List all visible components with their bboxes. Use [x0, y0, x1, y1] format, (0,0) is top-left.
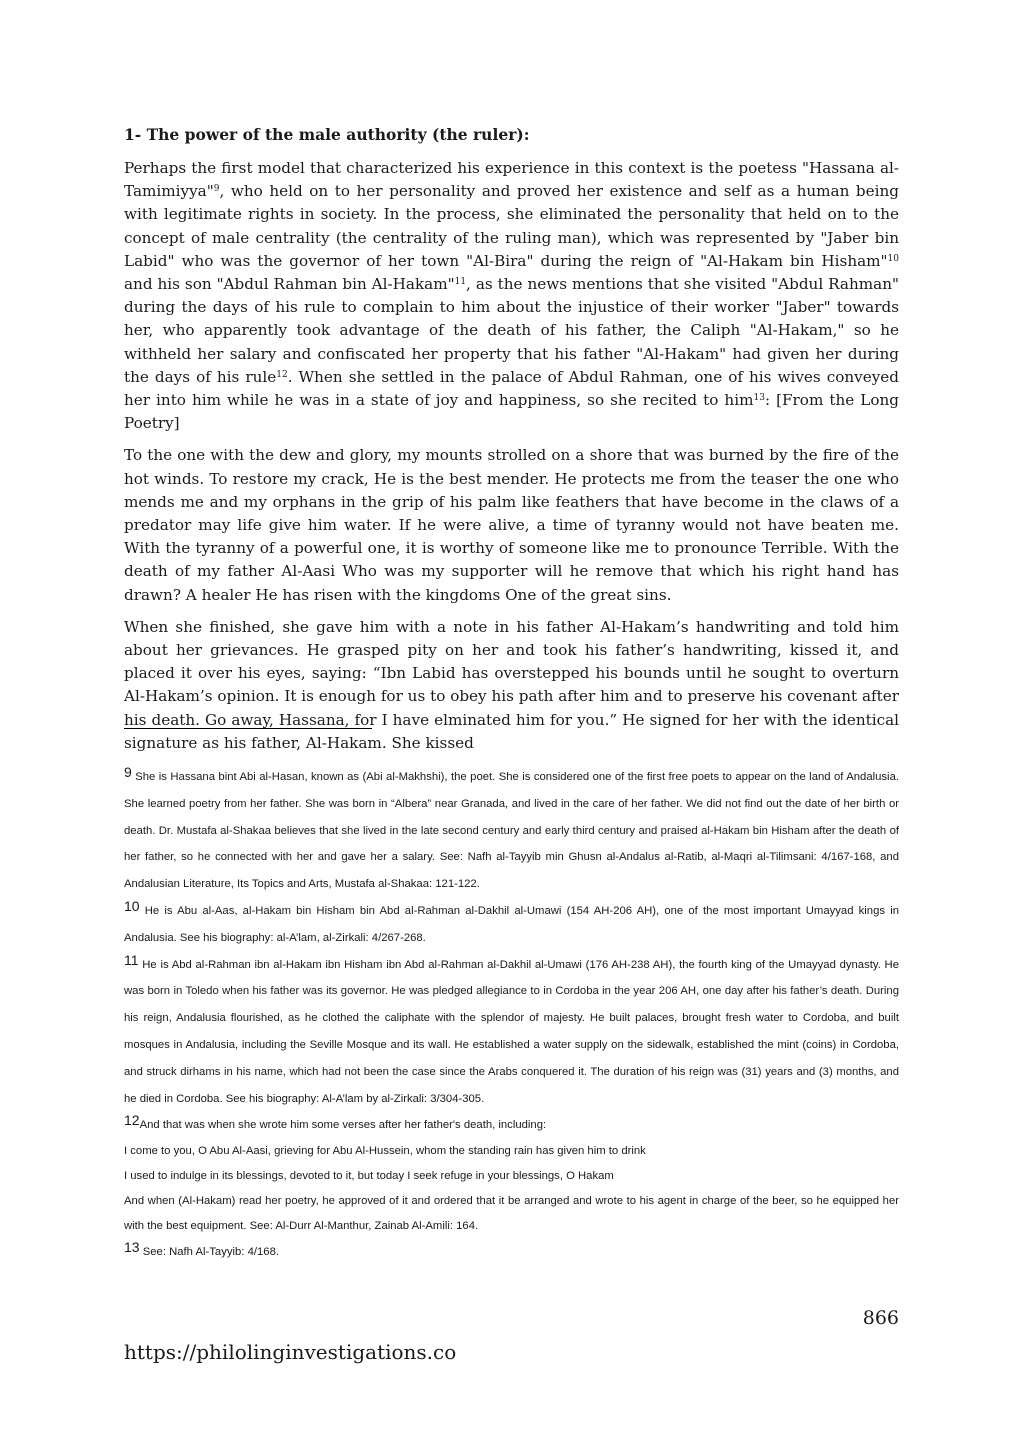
footnote-12-verse-1: I come to you, O Abu Al-Aasi, grieving for Abu Al-Hussein, whom the standing rain has given him to drink [124, 1145, 646, 1158]
footnote-13 [124, 1239, 899, 1266]
page-number: 866 [862, 1307, 899, 1329]
footnote-10 [124, 898, 899, 952]
paragraph-1-text-f: : [From the Long Poetry] [124, 391, 899, 433]
footnote-number: 10 [124, 897, 140, 914]
footnote-number: 9 [124, 764, 132, 780]
paragraph-1-text-a: Perhaps the first model that characterized his experience in this context is the poetess "Hassana al-Tamimiyya" [124, 159, 899, 201]
footnote-separator [124, 728, 372, 729]
footnote-text: She is Hassana bint Abi al-Hasan, known as (Abi al-Makhshi), the poet. She is considered one of the first free poets to appear on the land of Andalusia. She learned poetry from her father. She was born in “Albera” near Granada, and lived in the care of her father. We did not find out the date of her birth or death. Dr. Mustafa al-Shakaa believes that she lived in the late second century and early third century and praised al-Hakam bin Hisham after the death of her father, so he connected with her and gave her a salary. See: Nafh al-Tayyib min Ghusn al-Andalus al-Ratib, al-Maqri al-Tilimsani: 4/167-168, and Andalusian Literature, Its Topics and Arts, Mustafa al-Shakaa: 121-122. [124, 771, 899, 891]
footnotes [124, 764, 899, 1266]
footnote-12-note: And when (Al-Hakam) read her poetry, he approved of it and ordered that it be arranged and wrote to his agent in charge of the beer, so he equipped her with the best equipment. See: Al-Durr Al-Manthur, Zainab Al-Amili: 164. [124, 1195, 899, 1233]
footnote-12-verse-2: I used to indulge in its blessings, devoted to it, but today I seek refuge in your blessings, O Hakam [124, 1170, 614, 1183]
footer-url[interactable]: https://philolinginvestigations.co [124, 1340, 457, 1364]
footnote-12 [124, 1112, 899, 1139]
footnote-text: And that was when she wrote him some verses after her father's death, including: [139, 1119, 547, 1132]
paragraph-1-text-d: , as the news mentions that she visited "Abdul Rahman" during the days of his rule to complain to him about the injustice of their worker "Jaber" towards her, who apparently took advantage of the death of his father, the Caliph "Al-Hakam," so he withheld her salary and confiscated her property that his father "Al-Hakam" had given her during the days of his rule [124, 275, 899, 386]
footnote-ref-9[interactable]: 9 [213, 184, 220, 195]
paragraph-1-text-c: and his son "Abdul Rahman bin Al-Hakam" [124, 275, 455, 294]
footnote-ref-11[interactable]: 11 [454, 277, 467, 288]
main-text [124, 124, 899, 764]
footnote-number: 11 [124, 951, 139, 968]
footnote-text: He is Abd al-Rahman ibn al-Hakam ibn Hisham ibn Abd al-Rahman al-Dakhil al-Umawi (176 AH-238 AH), the fourth king of the Umayyad dynasty. He was born in Toledo when his father was its governor. He was pledged allegiance to in Cordoba in the year 206 AH, one day after his father’s death. During his reign, Andalusia flourished, as he clothed the caliphate with the splendor of majesty. He built palaces, brought fresh water to Cordoba, and built mosques in Andalusia, including the Seville Mosque and its wall. He established a water supply on the sidewalk, established the mint (coins) in Cordoba, and struck dirhams in his name, which had not been the case since the Arabs conquered it. The duration of his reign was (31) years and (3) months, and he died in Cordoba. See his biography: Al-A’lam by al-Zirkali: 3/304-305. [124, 958, 899, 1105]
paragraph-1-text-e: . When she settled in the palace of Abdul Rahman, one of his wives conveyed her into him while he was in a state of joy and happiness, so she recited to him [124, 367, 900, 410]
paragraph-1 [124, 157, 899, 435]
paragraph-3: When she finished, she gave him with a note in his father Al-Hakam’s handwriting and told him about her grievances. He grasped pity on her and took his father’s handwriting, kissed it, and placed it over his eyes, saying: “Ibn Labid has overstepped his bounds until he sought to overturn Al-Hakam’s opinion. It is enough for us to obey his path after him and to preserve his covenant after his death. Go away, Hassana, for I have elminated him for you.” He signed for her with the identical signature as his father, Al-Hakam. She kissed [124, 617, 899, 752]
footnote-11 [124, 952, 899, 1113]
paragraph-1-text-b: , who held on to her personality and proved her existence and self as a human being with legitimate rights in society. In the process, she eliminated the personality that held on to the concept of male centrality (the centrality of the ruling man), which was represented by "Jaber bin Labid" who was the governor of her town "Al-Bira" during the reign of "Al-Hakam bin Hisham" [124, 182, 899, 270]
footnote-text: He is Abu al-Aas, al-Hakam bin Hisham bin Abd al-Rahman al-Dakhil al-Umawi (154 AH-206 AH), one of the most important Umayyad kings in Andalusia. See his biography: al-A’lam, al-Zirkali: 4/267-268. [124, 904, 899, 944]
footnote-text: See: Nafh Al-Tayyib: 4/168. [139, 1246, 279, 1259]
section-heading: 1- The power of the male authority (the ruler): [124, 125, 530, 144]
footnote-ref-12[interactable]: 12 [276, 369, 288, 380]
footnote-9 [124, 764, 899, 898]
footnote-ref-10[interactable]: 10 [887, 253, 899, 264]
paragraph-2-poem: To the one with the dew and glory, my mounts strolled on a shore that was burned by the fire of the hot winds. To restore my crack, He is the best mender. He protects me from the teaser the one who mends me and my orphans in the grip of his palm like feathers that have become in the claws of a predator may life give him water. If he were alive, a time of tyranny would not have beaten me. With the tyranny of a powerful one, it is worthy of someone like me to pronounce Terrible. With the death of my father Al-Aasi Who was my supporter will he remove that which his right hand has drawn? A healer He has risen with the kingdoms One of the great sins. [124, 446, 899, 604]
footnote-ref-13[interactable]: 13 [753, 393, 765, 404]
footnote-number: 12 [124, 1112, 140, 1129]
footnote-number: 13 [124, 1239, 140, 1256]
